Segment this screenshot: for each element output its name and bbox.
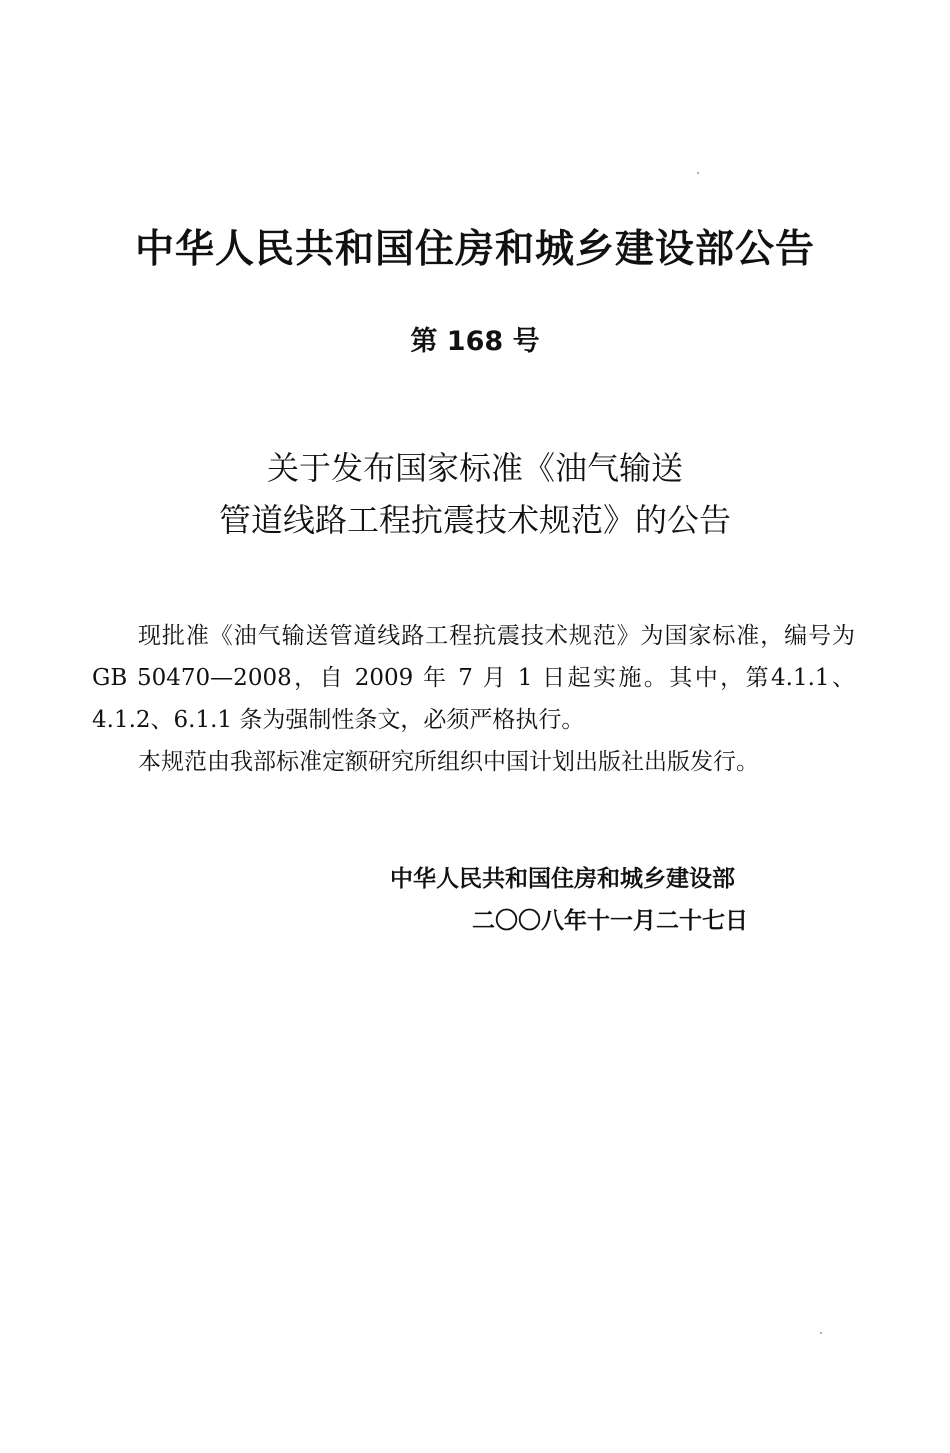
issue-date: 二〇〇八年十一月二十七日 bbox=[472, 908, 748, 934]
scan-speck bbox=[697, 172, 699, 174]
signature-block bbox=[390, 858, 810, 942]
subject-line-2: 管道线路工程抗震技术规范》的公告 bbox=[218, 501, 731, 539]
scan-speck bbox=[820, 1332, 822, 1334]
announcement-body bbox=[92, 615, 855, 783]
body-paragraph-1: 现批准《油气输送管道线路工程抗震技术规范》为国家标准，编号为GB 50470—2008，自 2009 年 7 月 1 日起实施。其中，第4.1.1、4.1.2、6.1.1 条为强制性条文，必须严格执行。 bbox=[92, 623, 855, 733]
announcement-heading: 中华人民共和国住房和城乡建设部公告 bbox=[134, 227, 815, 272]
announcement-subject bbox=[0, 442, 950, 546]
issuer-name: 中华人民共和国住房和城乡建设部 bbox=[390, 866, 735, 892]
body-paragraph-2: 本规范由我部标准定额研究所组织中国计划出版社出版发行。 bbox=[138, 749, 759, 775]
subject-line-1: 关于发布国家标准《油气输送 bbox=[266, 449, 683, 487]
announcement-number: 第 168 号 bbox=[410, 326, 540, 357]
